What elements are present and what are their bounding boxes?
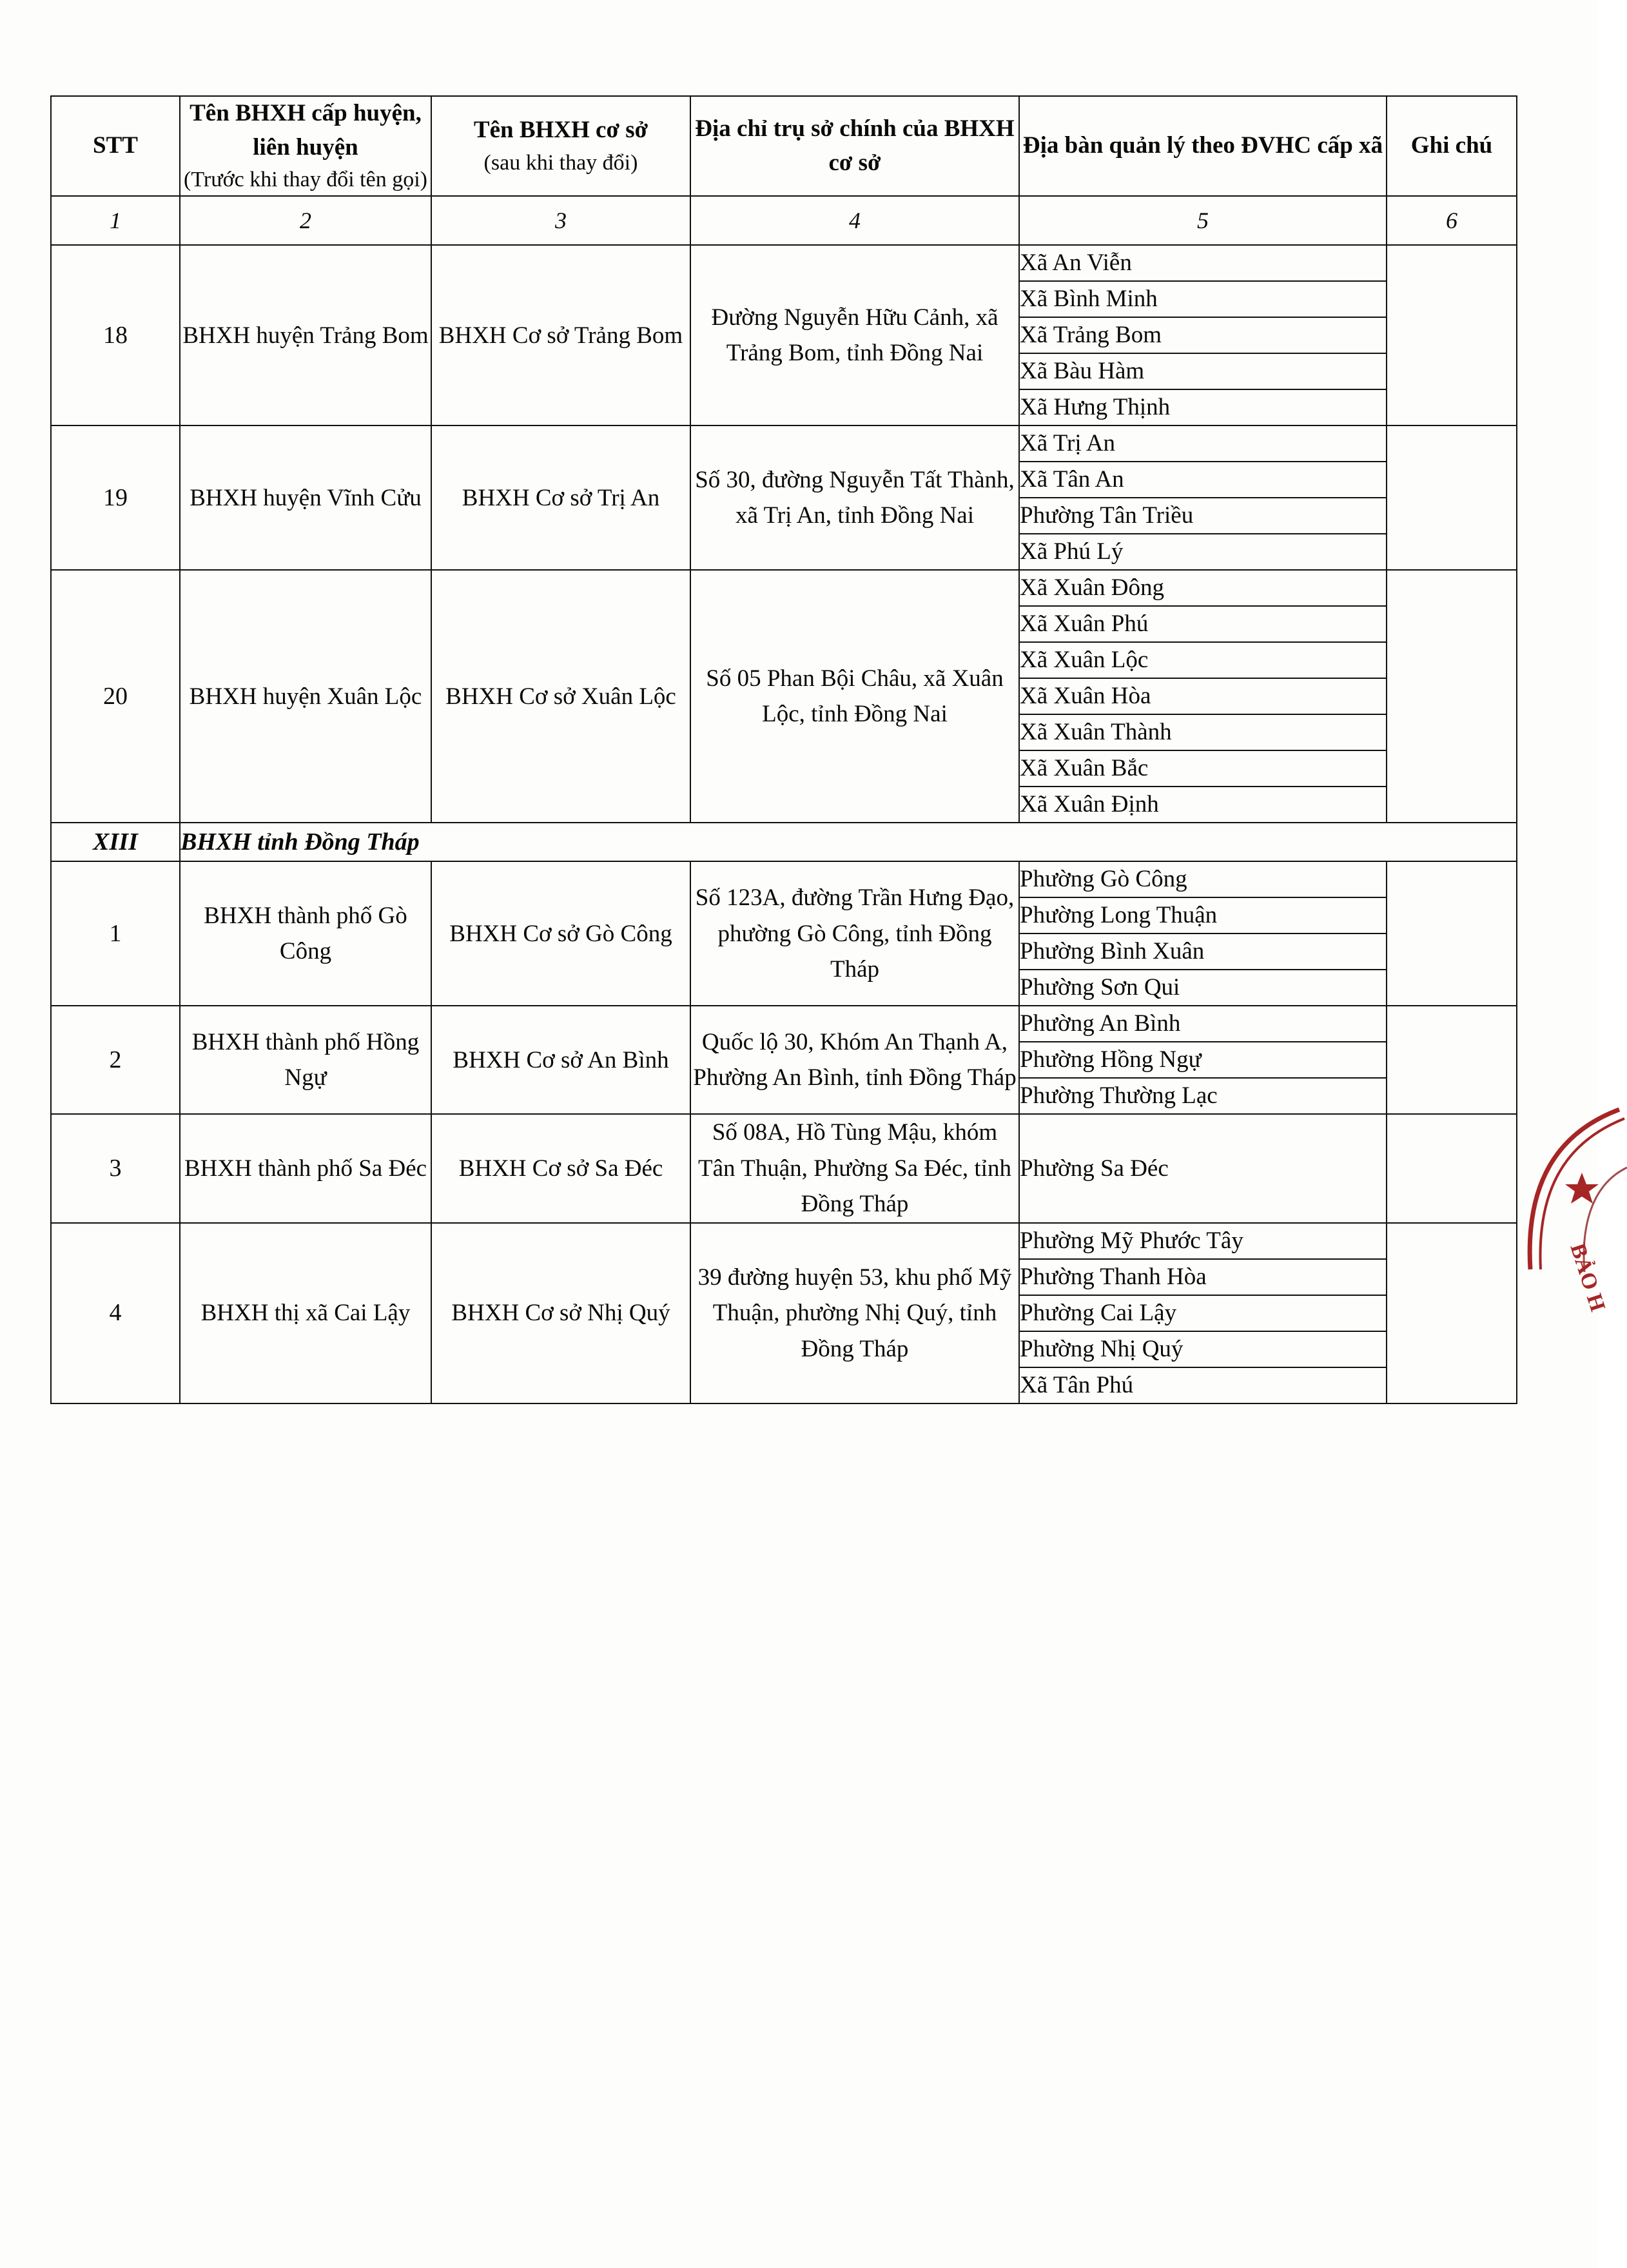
col-header-dia-ban-label: Địa bàn quản lý theo ĐVHC cấp xã — [1022, 132, 1383, 159]
cell-dia-ban-xa: Xã Tân Phú — [1019, 1367, 1387, 1403]
section-number: XIII — [51, 823, 180, 861]
cell-dia-ban-xa: Phường Tân Triều — [1019, 498, 1387, 534]
col-header-ten-bhxh-coso-label: Tên BHXH cơ sở — [473, 117, 648, 144]
section-header-row — [51, 823, 1517, 861]
cell-dia-ban-xa: Phường Mỹ Phước Tây — [1019, 1223, 1387, 1259]
col-header-dia-ban — [1019, 96, 1387, 196]
col-header-ghi-chu-label: Ghi chú — [1410, 132, 1493, 159]
cell-dia-ban-xa: Phường Cai Lậy — [1019, 1295, 1387, 1331]
cell-ten-bhxh-huyen: BHXH huyện Trảng Bom — [180, 245, 431, 425]
cell-ghi-chu — [1387, 1006, 1517, 1114]
cell-stt: 4 — [51, 1223, 180, 1403]
table-row — [51, 1006, 1517, 1042]
cell-ten-bhxh-huyen: BHXH thành phố Gò Công — [180, 861, 431, 1006]
cell-ten-bhxh-coso: BHXH Cơ sở Xuân Lộc — [431, 570, 690, 823]
cell-dia-ban-xa: Xã Xuân Lộc — [1019, 642, 1387, 678]
cell-dia-chi: Đường Nguyễn Hữu Cảnh, xã Trảng Bom, tỉnh Đồng Nai — [690, 245, 1019, 425]
cell-dia-chi: Số 08A, Hồ Tùng Mậu, khóm Tân Thuận, Phường Sa Đéc, tỉnh Đồng Tháp — [690, 1114, 1019, 1223]
cell-stt: 18 — [51, 245, 180, 425]
col-number-4: 4 — [690, 196, 1019, 245]
column-number-row — [51, 196, 1517, 245]
cell-dia-ban-xa: Phường Long Thuận — [1019, 897, 1387, 934]
cell-ten-bhxh-huyen: BHXH huyện Vĩnh Cửu — [180, 425, 431, 570]
cell-dia-ban-xa: Xã Xuân Hòa — [1019, 678, 1387, 714]
col-header-stt-label: STT — [93, 132, 138, 159]
cell-dia-ban-xa: Xã Bình Minh — [1019, 281, 1387, 317]
cell-dia-ban-xa: Phường Sơn Qui — [1019, 970, 1387, 1006]
col-header-ten-bhxh-huyen-sub: (Trước khi thay đổi tên gọi) — [184, 168, 427, 192]
cell-ten-bhxh-coso: BHXH Cơ sở Trảng Bom — [431, 245, 690, 425]
col-number-6: 6 — [1387, 196, 1517, 245]
table-row — [51, 1223, 1517, 1259]
cell-dia-chi: Quốc lộ 30, Khóm An Thạnh A, Phường An Bình, tỉnh Đồng Tháp — [690, 1006, 1019, 1114]
col-header-ten-bhxh-huyen — [180, 96, 431, 196]
col-header-stt — [51, 96, 180, 196]
cell-dia-ban-xa: Phường Hồng Ngự — [1019, 1042, 1387, 1078]
table-head — [51, 96, 1517, 245]
cell-ten-bhxh-coso: BHXH Cơ sở Trị An — [431, 425, 690, 570]
cell-stt: 1 — [51, 861, 180, 1006]
svg-text:BẢO H: BẢO H — [1565, 1240, 1610, 1315]
col-header-dia-chi — [690, 96, 1019, 196]
section-label: BHXH tỉnh Đồng Tháp — [180, 823, 1517, 861]
cell-ghi-chu — [1387, 1114, 1517, 1223]
cell-dia-ban-xa: Xã Xuân Phú — [1019, 606, 1387, 642]
cell-dia-ban-xa: Xã Xuân Bắc — [1019, 750, 1387, 787]
cell-dia-ban-xa: Xã Trị An — [1019, 425, 1387, 462]
cell-ghi-chu — [1387, 861, 1517, 1006]
bhxh-reorganization-table — [50, 95, 1517, 1404]
col-number-2: 2 — [180, 196, 431, 245]
cell-dia-chi: Số 30, đường Nguyễn Tất Thành, xã Trị An, tỉnh Đồng Nai — [690, 425, 1019, 570]
cell-dia-ban-xa: Xã Phú Lý — [1019, 534, 1387, 570]
cell-ten-bhxh-huyen: BHXH huyện Xuân Lộc — [180, 570, 431, 823]
cell-dia-ban-xa: Xã An Viễn — [1019, 245, 1387, 281]
table-body — [51, 245, 1517, 1403]
cell-dia-chi: Số 05 Phan Bội Châu, xã Xuân Lộc, tỉnh Đồng Nai — [690, 570, 1019, 823]
table-row — [51, 570, 1517, 606]
cell-ghi-chu — [1387, 425, 1517, 570]
col-number-1: 1 — [51, 196, 180, 245]
header-row — [51, 96, 1517, 196]
cell-dia-ban-xa: Phường Sa Đéc — [1019, 1114, 1387, 1223]
cell-dia-chi: 39 đường huyện 53, khu phố Mỹ Thuận, phường Nhị Quý, tỉnh Đồng Tháp — [690, 1223, 1019, 1403]
cell-dia-ban-xa: Phường Thường Lạc — [1019, 1078, 1387, 1114]
col-header-dia-chi-label: Địa chỉ trụ sở chính của BHXH cơ sở — [695, 115, 1015, 176]
cell-dia-ban-xa: Xã Tân An — [1019, 462, 1387, 498]
cell-dia-ban-xa: Xã Xuân Đông — [1019, 570, 1387, 606]
cell-dia-chi: Số 123A, đường Trần Hưng Đạo, phường Gò Công, tỉnh Đồng Tháp — [690, 861, 1019, 1006]
cell-ten-bhxh-huyen: BHXH thị xã Cai Lậy — [180, 1223, 431, 1403]
col-header-ten-bhxh-huyen-label: Tên BHXH cấp huyện, liên huyện — [190, 100, 422, 161]
cell-ten-bhxh-huyen: BHXH thành phố Hồng Ngự — [180, 1006, 431, 1114]
col-header-ten-bhxh-coso-sub: (sau khi thay đổi) — [483, 150, 638, 175]
cell-stt: 20 — [51, 570, 180, 823]
cell-dia-ban-xa: Xã Xuân Thành — [1019, 714, 1387, 750]
table-row — [51, 1114, 1517, 1223]
cell-dia-ban-xa: Xã Bàu Hàm — [1019, 353, 1387, 389]
cell-ten-bhxh-coso: BHXH Cơ sở An Bình — [431, 1006, 690, 1114]
cell-ten-bhxh-coso: BHXH Cơ sở Sa Đéc — [431, 1114, 690, 1223]
cell-dia-ban-xa: Phường Bình Xuân — [1019, 934, 1387, 970]
cell-dia-ban-xa: Phường An Bình — [1019, 1006, 1387, 1042]
cell-ghi-chu — [1387, 1223, 1517, 1403]
cell-ghi-chu — [1387, 245, 1517, 425]
col-number-3: 3 — [431, 196, 690, 245]
col-header-ghi-chu — [1387, 96, 1517, 196]
col-number-5: 5 — [1019, 196, 1387, 245]
col-header-ten-bhxh-coso — [431, 96, 690, 196]
cell-dia-ban-xa: Phường Gò Công — [1019, 861, 1387, 897]
cell-dia-ban-xa: Phường Nhị Quý — [1019, 1331, 1387, 1367]
official-seal-stamp — [1511, 1106, 1627, 1315]
cell-ten-bhxh-coso: BHXH Cơ sở Nhị Quý — [431, 1223, 690, 1403]
cell-ghi-chu — [1387, 570, 1517, 823]
table-row — [51, 861, 1517, 897]
table-container — [50, 95, 1516, 1404]
table-row — [51, 245, 1517, 281]
cell-stt: 3 — [51, 1114, 180, 1223]
cell-stt: 19 — [51, 425, 180, 570]
cell-dia-ban-xa: Xã Trảng Bom — [1019, 317, 1387, 353]
cell-ten-bhxh-coso: BHXH Cơ sở Gò Công — [431, 861, 690, 1006]
cell-dia-ban-xa: Xã Hưng Thịnh — [1019, 389, 1387, 425]
cell-ten-bhxh-huyen: BHXH thành phố Sa Đéc — [180, 1114, 431, 1223]
table-row — [51, 425, 1517, 462]
cell-dia-ban-xa: Phường Thanh Hòa — [1019, 1259, 1387, 1295]
cell-stt: 2 — [51, 1006, 180, 1114]
cell-dia-ban-xa: Xã Xuân Định — [1019, 787, 1387, 823]
